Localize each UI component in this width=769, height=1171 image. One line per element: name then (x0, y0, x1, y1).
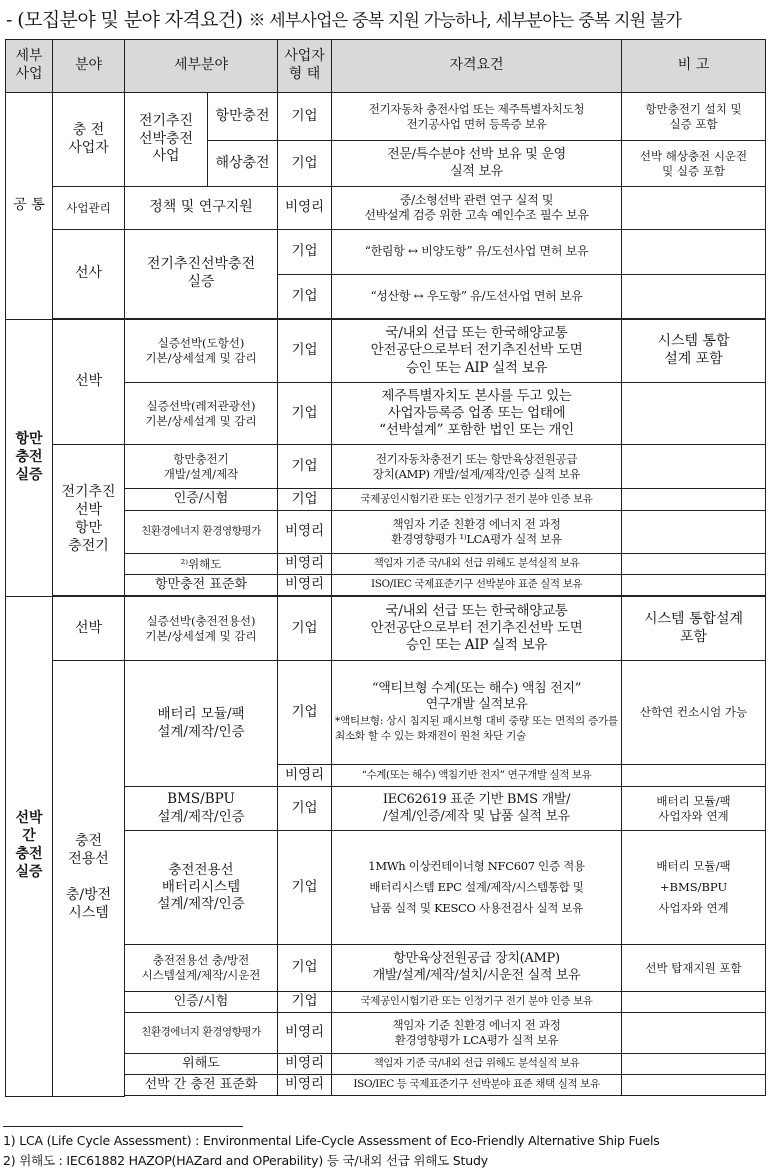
type-cell: 비영리 (278, 1013, 332, 1054)
remark-cell: 배터리 모듈/팩 +BMS/BPU 사업자와 연계 (622, 831, 766, 945)
requirement-cell: 항만육상전원공급 장치(AMP) 개발/설계/제작/설치/시운전 실적 보유 (332, 945, 622, 992)
requirement-cell: 전문/특수분야 선박 보유 및 운영 실적 보유 (332, 141, 622, 187)
subfield-standardization: 선박 간 충전 표준화 (125, 1075, 278, 1096)
table-row (6, 230, 766, 275)
remark-cell (622, 445, 766, 489)
header-remark: 비 고 (622, 40, 766, 93)
subfield-demo-leisure: 실증선박(레저관광선) 기본/상세설계 및 감리 (125, 383, 278, 445)
remark-cell (622, 230, 766, 275)
subfield-battery-system: 충전전용선 배터리시스템 설계/제작/인증 (125, 831, 278, 945)
table-row (6, 597, 766, 661)
type-cell: 비영리 (278, 187, 332, 230)
type-cell: 기업 (278, 93, 332, 141)
type-cell: 비영리 (278, 1054, 332, 1075)
project-common: 공 통 (6, 93, 53, 320)
footnote-2: 2) 위해도 : IEC61882 HAZOP(HAZard and OPerability) 등 국/내외 선급 위해도 Study (3, 1153, 488, 1168)
header-row (6, 40, 766, 93)
field-charging-operator: 충 전 사업자 (53, 93, 125, 187)
type-cell: 기업 (278, 383, 332, 445)
subfield-battery-module: 배터리 모듈/팩 설계/제작/인증 (125, 661, 278, 787)
type-cell: 기업 (278, 320, 332, 383)
field-ship: 선박 (53, 320, 125, 445)
requirement-cell: “수계(또는 해수) 액침기반 전지” 연구개발 실적 보유 (332, 765, 622, 787)
requirement-cell: 책임자 기준 친환경 에너지 전 과정 환경영향평가 ¹⁾LCA평가 실적 보유 (332, 511, 622, 554)
type-cell: 기업 (278, 275, 332, 319)
requirement-cell (332, 661, 622, 765)
type-cell: 기업 (278, 141, 332, 187)
requirement-cell: 책임자 기준 국/내외 선급 위해도 분석실적 보유 (332, 1054, 622, 1075)
type-cell: 기업 (278, 597, 332, 661)
header-field: 분야 (53, 40, 125, 93)
footnote-1: 1) LCA (Life Cycle Assessment) : Environmental Life-Cycle Assessment of Eco-Friendly Alternative Ship Fuels (3, 1133, 660, 1148)
requirement-cell: 국제공인시험기관 또는 인정기구 전기 분야 인증 보유 (332, 992, 622, 1013)
table-row (6, 445, 766, 489)
requirement-cell: ISO/IEC 등 국제표준기구 선박분야 표준 채택 실적 보유 (332, 1075, 622, 1096)
footnote-divider (3, 1126, 243, 1127)
requirement-cell: 제주특별자치도 본사를 두고 있는 사업자등록증 업종 또는 업태에 “선박설계” 포함한 법인 또는 개인 (332, 383, 622, 445)
remark-cell (622, 765, 766, 787)
requirement-cell: 1MWh 이상컨테이너형 NFC607 인증 적용 배터리시스템 EPC 설계/제작/시스템통합 및 납품 실적 및 KESCO 사용전검사 실적 보유 (332, 831, 622, 945)
type-cell: 기업 (278, 831, 332, 945)
page-heading (6, 3, 766, 37)
subfield-policy-research: 정책 및 연구지원 (125, 187, 278, 230)
type-cell: 비영리 (278, 765, 332, 787)
remark-cell (622, 489, 766, 511)
requirement-main: “액티브형 수계(또는 해수) 액침 전지” 연구개발 실적보유 (371, 680, 582, 713)
subfield-certification: 인증/시험 (125, 992, 278, 1013)
requirement-cell: 전기자동차충전기 또는 항만육상전원공급 장치(AMP) 개발/설계/제작/인증 실적 보유 (332, 445, 622, 489)
field-project-management: 사업관리 (53, 187, 125, 230)
header-subfield: 세부분야 (125, 40, 278, 93)
remark-cell: 선박 해상충전 시운전 및 실증 포함 (622, 141, 766, 187)
remark-cell: 선박 탑재지원 포함 (622, 945, 766, 992)
header-type: 사업자 형 태 (278, 40, 332, 93)
subfield-charging-business: 전기추진 선박충전 사업 (125, 93, 208, 187)
type-cell: 기업 (278, 945, 332, 992)
subfield-demo-charging-ship: 실증선박(충전전용선) 기본/상세설계 및 감리 (125, 597, 278, 661)
table-row (6, 661, 766, 765)
requirement-cell: 중/소형선박 관련 연구 실적 및 선박설계 검증 위한 고속 예인수조 필수 보유 (332, 187, 622, 230)
remark-cell (622, 1054, 766, 1075)
requirement-cell: 국/내외 선급 또는 한국해양교통 안전공단으로부터 전기추진선박 도면 승인 또는 AIP 실적 보유 (332, 320, 622, 383)
subfield-certification: 인증/시험 (125, 489, 278, 511)
type-cell: 기업 (278, 661, 332, 765)
remark-cell (622, 187, 766, 230)
type-cell: 비영리 (278, 1075, 332, 1096)
requirement-cell: 국/내외 선급 또는 한국해양교통 안전공단으로부터 전기추진선박 도면 승인 또는 AIP 실적 보유 (332, 597, 622, 661)
heading-title: - (모집분야 및 분야 자격요건) (6, 9, 243, 31)
subfield-charge-discharge: 충전전용선 충/방전 시스템설계/제작/시운전 (125, 945, 278, 992)
project-vessel-charging-demo: 선박 간 충전 실증 (6, 597, 53, 1097)
requirement-cell: 책임자 기준 친환경 에너지 전 과정 환경영향평가 LCA평가 실적 보유 (332, 1013, 622, 1054)
type-cell: 기업 (278, 445, 332, 489)
project-port-charging-demo: 항만 충전 실증 (6, 320, 53, 597)
subfield-eco-assessment: 친환경에너지 환경영향평가 (125, 1013, 278, 1054)
header-requirement: 자격요건 (332, 40, 622, 93)
header-project: 세부 사업 (6, 40, 53, 93)
remark-cell: 시스템 통합설계 포함 (622, 597, 766, 661)
subfield-hazard: 위해도 (125, 1054, 278, 1075)
remark-cell: 항만충전기 설치 및 실증 포함 (622, 93, 766, 141)
remark-cell (622, 383, 766, 445)
requirement-cell: “한림항 ↔ 비양도항” 유/도선사업 면허 보유 (332, 230, 622, 275)
table-row (6, 187, 766, 230)
type-cell: 기업 (278, 230, 332, 275)
subfield-sea-charging: 해상충전 (208, 141, 278, 187)
remark-cell (622, 275, 766, 319)
remark-cell (622, 1013, 766, 1054)
type-cell: 비영리 (278, 575, 332, 596)
subfield-eco-assessment: 친환경에너지 환경영향평가 (125, 511, 278, 554)
remark-cell: 시스템 통합 설계 포함 (622, 320, 766, 383)
qualification-table (5, 39, 766, 1097)
subfield-charging-demo: 전기추진선박충전 실증 (125, 230, 278, 319)
type-cell: 기업 (278, 787, 332, 831)
subfield-port-charger-dev: 항만충전기 개발/설계/제작 (125, 445, 278, 489)
subfield-hazard: ²⁾위해도 (125, 554, 278, 575)
type-cell: 기업 (278, 992, 332, 1013)
field-charging-system: 충전 전용선 충/방전 시스템 (53, 661, 125, 1097)
remark-cell (622, 992, 766, 1013)
field-ship-owner: 선사 (53, 230, 125, 319)
requirement-cell: 전기자동차 충전사업 또는 제주특별자치도청 전기공사업 면허 등록증 보유 (332, 93, 622, 141)
remark-cell (622, 575, 766, 596)
requirement-cell: 국제공인시험기관 또는 인정기구 전기 분야 인증 보유 (332, 489, 622, 511)
table-row (6, 93, 766, 141)
table-row (6, 320, 766, 383)
field-ship: 선박 (53, 597, 125, 661)
type-cell: 비영리 (278, 511, 332, 554)
field-port-charger: 전기추진 선박 항만 충전기 (53, 445, 125, 596)
footnotes (3, 1126, 763, 1171)
type-cell: 기업 (278, 489, 332, 511)
requirement-cell: 책임자 기준 국/내외 선급 위해도 분석실적 보유 (332, 554, 622, 575)
remark-cell (622, 511, 766, 554)
heading-note: ※ 세부사업은 중복 지원 가능하나, 세부분야는 중복 지원 불가 (248, 11, 682, 31)
subfield-demo-ferry: 실증선박(도항선) 기본/상세설계 및 감리 (125, 320, 278, 383)
type-cell: 비영리 (278, 554, 332, 575)
requirement-cell: “성산항 ↔ 우도항” 유/도선사업 면허 보유 (332, 275, 622, 319)
remark-cell (622, 1075, 766, 1096)
requirement-note: *액티브형: 상시 침지된 패시브형 대비 중량 또는 면적의 증가를 최소화 할 수 있는 화재전이 원천 차단 기술 (335, 714, 619, 743)
subfield-port-charging: 항만충전 (208, 93, 278, 141)
remark-cell (622, 554, 766, 575)
subfield-bms-bpu: BMS/BPU 설계/제작/인증 (125, 787, 278, 831)
remark-cell: 산학연 컨소시엄 가능 (622, 661, 766, 765)
requirement-cell: ISO/IEC 국제표준기구 선박분야 표준 실적 보유 (332, 575, 622, 596)
requirement-cell: IEC62619 표준 기반 BMS 개발/ /설계/인증/제작 및 납품 실적 보유 (332, 787, 622, 831)
remark-cell: 배터리 모듈/팩 사업자와 연계 (622, 787, 766, 831)
subfield-standardization: 항만충전 표준화 (125, 575, 278, 596)
